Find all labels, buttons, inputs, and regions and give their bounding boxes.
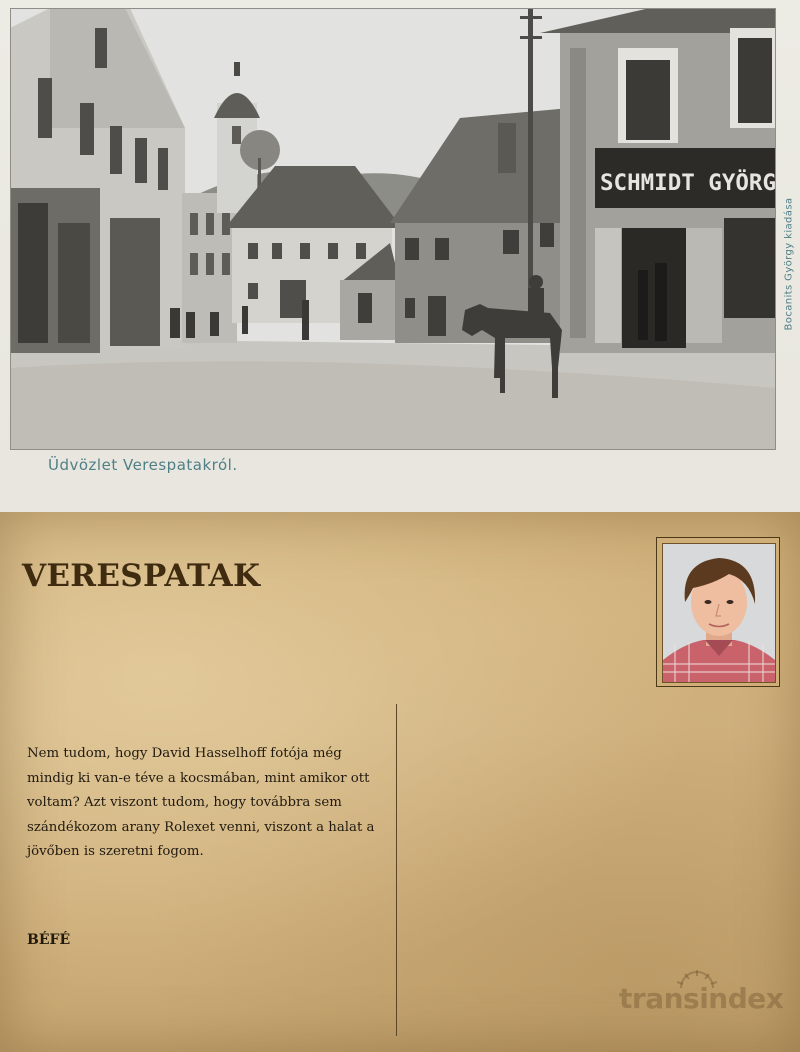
postcard-caption: Üdvözlet Verespatakról.: [48, 456, 238, 474]
logo-text: transindex: [619, 982, 784, 1015]
transindex-logo[interactable]: [619, 970, 784, 1040]
publisher-credit-text: Bocanits György kiadása: [783, 197, 795, 331]
publisher-credit: [784, 176, 794, 352]
portrait-photo: [662, 543, 776, 683]
shop-sign-text: SCHMIDT GYÖRG: [600, 171, 773, 196]
street-photo: [10, 8, 776, 450]
signature: BÉFÉ: [27, 932, 71, 948]
postcard-message: Nem tudom, hogy David Hasselhoff fotója még mindig ki van-e téve a kocsmában, mint amikor ott voltam? Azt viszont tudom, hogy továbbra sem szándékozom arany Rolexet venni, viszont a halat a jövőben is szeretni fogom.: [27, 746, 375, 859]
postcard-back: [0, 512, 800, 1052]
center-divider: [396, 704, 397, 1036]
vintage-postcard: [0, 0, 800, 512]
page-title: VERESPATAK: [22, 558, 261, 594]
portrait-stamp: [656, 537, 780, 687]
